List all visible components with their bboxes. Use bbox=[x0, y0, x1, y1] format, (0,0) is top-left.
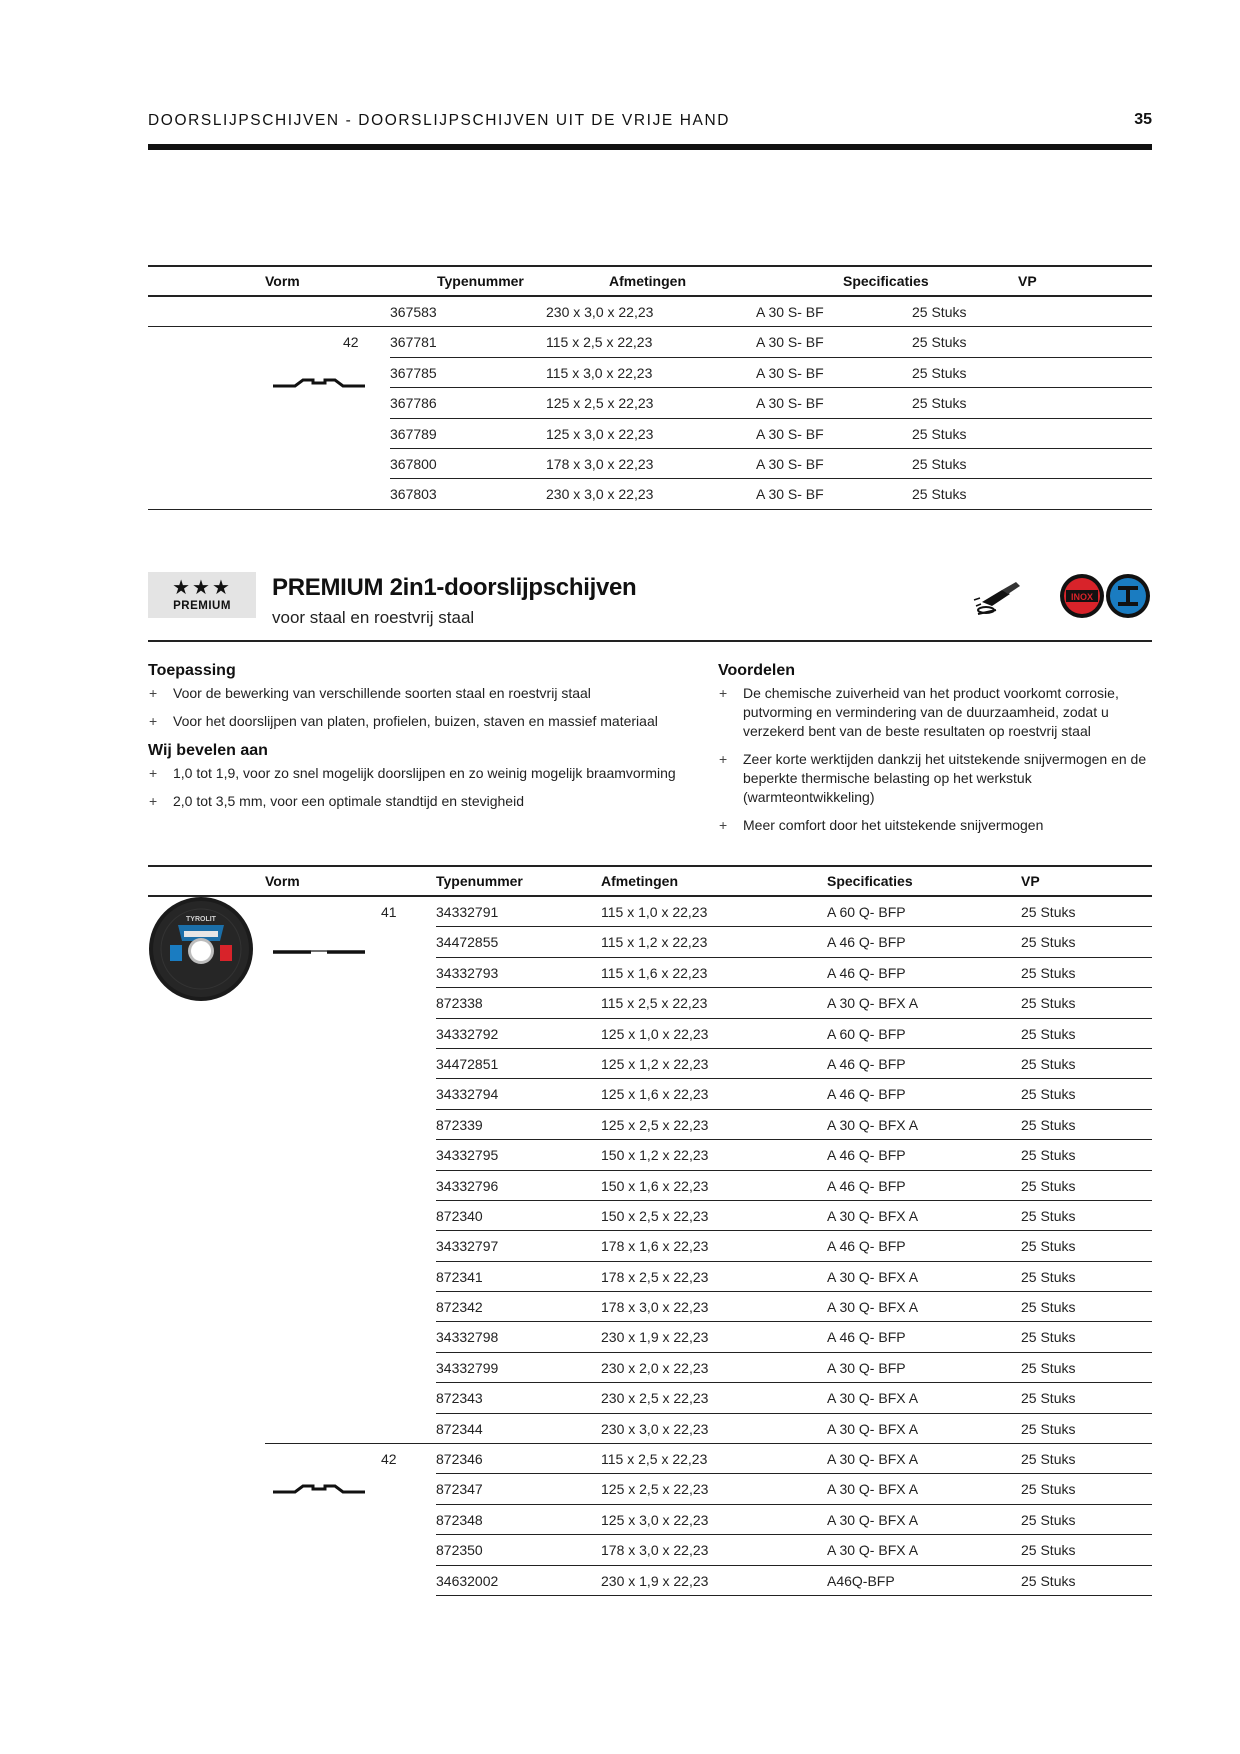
product-heading bbox=[148, 570, 1152, 642]
page-number: 35 bbox=[1134, 111, 1152, 128]
table-row bbox=[148, 479, 1152, 509]
form-number: 41 bbox=[381, 904, 397, 920]
table-row bbox=[436, 1535, 1152, 1565]
table-row bbox=[436, 1383, 1152, 1413]
type-number: 34332795 bbox=[436, 1147, 499, 1164]
type-number: 34632002 bbox=[436, 1572, 499, 1589]
dimensions: 178 x 1,6 x 22,23 bbox=[601, 1238, 709, 1255]
page-header bbox=[148, 112, 1152, 132]
specifications: A 30 S- BF bbox=[756, 334, 824, 351]
advantages-title: Voordelen bbox=[718, 662, 796, 679]
product-title: PREMIUM 2in1-doorslijpschijven bbox=[272, 574, 637, 601]
specifications: A 30 Q- BFX A bbox=[827, 1299, 919, 1316]
product-rule bbox=[148, 640, 1152, 642]
table-row bbox=[390, 449, 1152, 479]
vp: 25 Stuks bbox=[1021, 1268, 1076, 1285]
dimensions: 115 x 2,5 x 22,23 bbox=[546, 334, 653, 351]
type-number: 872347 bbox=[436, 1481, 483, 1498]
table-row bbox=[390, 388, 1152, 418]
specifications: A 30 S- BF bbox=[756, 425, 824, 442]
dimensions: 150 x 1,2 x 22,23 bbox=[601, 1147, 709, 1164]
table-row bbox=[390, 358, 1152, 388]
column-header-form: Vorm bbox=[265, 873, 300, 889]
dimensions: 230 x 2,5 x 22,23 bbox=[601, 1390, 709, 1407]
table-row bbox=[436, 1110, 1152, 1140]
vp: 25 Stuks bbox=[1021, 1329, 1076, 1346]
vp: 25 Stuks bbox=[912, 334, 967, 351]
type-number: 34332793 bbox=[436, 964, 499, 981]
table-row bbox=[436, 1566, 1152, 1596]
specifications: A 46 Q- BFP bbox=[827, 1177, 906, 1194]
column-header-dimensions: Afmetingen bbox=[601, 873, 678, 889]
specifications: A 30 Q- BFX A bbox=[827, 1542, 919, 1559]
specifications: A 60 Q- BFP bbox=[827, 904, 906, 920]
bullet-item bbox=[718, 750, 1152, 807]
vp: 25 Stuks bbox=[912, 455, 967, 472]
product-table-1 bbox=[148, 265, 1152, 510]
dimensions: 125 x 2,5 x 22,23 bbox=[601, 1116, 709, 1133]
table-header bbox=[148, 265, 1152, 297]
vp: 25 Stuks bbox=[1021, 1451, 1076, 1468]
type-number: 872340 bbox=[436, 1207, 483, 1224]
vp: 25 Stuks bbox=[1021, 1542, 1076, 1559]
vp: 25 Stuks bbox=[912, 425, 967, 442]
specifications: A 46 Q- BFP bbox=[827, 1238, 906, 1255]
type-number: 872342 bbox=[436, 1299, 483, 1316]
specifications: A46Q-BFP bbox=[827, 1572, 895, 1589]
type-number: 34332791 bbox=[436, 904, 499, 920]
type-number: 367781 bbox=[390, 334, 437, 351]
vp: 25 Stuks bbox=[912, 395, 967, 412]
table-row bbox=[148, 297, 1152, 327]
bullet-text: De chemische zuiverheid van het product voorkomt corrosie, putvorming en vermindering van de duurzaamheid, zodat u verzekerd bent van de beste resultaten op roestvrij staal bbox=[743, 685, 1119, 739]
vp: 25 Stuks bbox=[1021, 1299, 1076, 1316]
table-row bbox=[390, 327, 1152, 357]
plus-icon: + bbox=[719, 817, 728, 833]
column-header-spec: Specificaties bbox=[843, 273, 929, 289]
plus-icon: + bbox=[149, 713, 158, 729]
dimensions: 115 x 2,5 x 22,23 bbox=[601, 995, 708, 1012]
bullet-text: 2,0 tot 3,5 mm, voor een optimale standtijd en stevigheid bbox=[173, 793, 524, 809]
dimensions: 125 x 2,5 x 22,23 bbox=[601, 1481, 709, 1498]
type-number: 34332794 bbox=[436, 1086, 499, 1103]
dimensions: 125 x 2,5 x 22,23 bbox=[546, 395, 654, 412]
dimensions: 125 x 3,0 x 22,23 bbox=[601, 1511, 709, 1528]
vp: 25 Stuks bbox=[1021, 1481, 1076, 1498]
shape-42-icon bbox=[273, 1483, 365, 1497]
table-row bbox=[436, 1171, 1152, 1201]
specifications: A 30 Q- BFX A bbox=[827, 1207, 919, 1224]
column-header-dimensions: Afmetingen bbox=[609, 273, 686, 289]
vp: 25 Stuks bbox=[912, 486, 967, 503]
dimensions: 230 x 3,0 x 22,23 bbox=[546, 486, 654, 503]
column-header-form: Vorm bbox=[265, 273, 300, 289]
specifications: A 46 Q- BFP bbox=[827, 1055, 906, 1072]
type-number: 872343 bbox=[436, 1390, 483, 1407]
vp: 25 Stuks bbox=[1021, 1116, 1076, 1133]
disc-logo: TYROLIT bbox=[186, 916, 216, 923]
badge-label: PREMIUM bbox=[173, 600, 231, 612]
vp: 25 Stuks bbox=[1021, 1420, 1076, 1437]
bullet-text: Meer comfort door het uitstekende snijvermogen bbox=[743, 817, 1044, 833]
type-number: 34332799 bbox=[436, 1359, 499, 1376]
table-row bbox=[436, 1353, 1152, 1383]
vp: 25 Stuks bbox=[1021, 1207, 1076, 1224]
type-number: 872348 bbox=[436, 1511, 483, 1528]
vp: 25 Stuks bbox=[1021, 1055, 1076, 1072]
bullet-item bbox=[148, 764, 708, 783]
specifications: A 30 Q- BFX A bbox=[827, 1268, 919, 1285]
table-row bbox=[436, 1505, 1152, 1535]
form-number: 42 bbox=[381, 1451, 397, 1468]
bullet-item bbox=[148, 712, 708, 731]
badge-stars: ★★★ bbox=[172, 577, 232, 599]
specifications: A 46 Q- BFP bbox=[827, 964, 906, 981]
feature-icons bbox=[972, 570, 1152, 622]
bullet-item bbox=[148, 684, 708, 703]
application-title: Toepassing bbox=[148, 662, 236, 679]
premium-badge bbox=[148, 572, 256, 618]
vp: 25 Stuks bbox=[1021, 1572, 1076, 1589]
type-number: 367803 bbox=[390, 486, 437, 503]
type-number: 367789 bbox=[390, 425, 437, 442]
left-column bbox=[148, 662, 708, 820]
vp: 25 Stuks bbox=[1021, 934, 1076, 951]
plus-icon: + bbox=[719, 751, 728, 767]
type-number: 34332798 bbox=[436, 1329, 499, 1346]
type-number: 872346 bbox=[436, 1451, 483, 1468]
recommend-list bbox=[148, 764, 708, 811]
plus-icon: + bbox=[149, 793, 158, 809]
specifications: A 30 S- BF bbox=[756, 455, 824, 472]
specifications: A 30 Q- BFP bbox=[827, 1359, 906, 1376]
table-row bbox=[265, 1414, 1152, 1444]
application-list bbox=[148, 684, 708, 731]
table-row bbox=[436, 927, 1152, 957]
column-header-spec: Specificaties bbox=[827, 873, 913, 889]
table-row bbox=[436, 1201, 1152, 1231]
type-number: 367583 bbox=[390, 304, 437, 320]
vp: 25 Stuks bbox=[912, 364, 967, 381]
table-row bbox=[436, 897, 1152, 927]
recommend-title: Wij bevelen aan bbox=[148, 742, 268, 759]
type-number: 872350 bbox=[436, 1542, 483, 1559]
table-row bbox=[436, 1474, 1152, 1504]
dimensions: 125 x 1,2 x 22,23 bbox=[601, 1055, 709, 1072]
inox-icon bbox=[1060, 574, 1104, 618]
type-number: 367786 bbox=[390, 395, 437, 412]
column-header-type: Typenummer bbox=[436, 873, 523, 889]
type-number: 367800 bbox=[390, 455, 437, 472]
dimensions: 230 x 2,0 x 22,23 bbox=[601, 1359, 709, 1376]
type-number: 872341 bbox=[436, 1268, 483, 1285]
vp: 25 Stuks bbox=[1021, 1359, 1076, 1376]
specifications: A 30 Q- BFX A bbox=[827, 1451, 919, 1468]
type-number: 367785 bbox=[390, 364, 437, 381]
dimensions: 150 x 1,6 x 22,23 bbox=[601, 1177, 709, 1194]
table-row bbox=[436, 958, 1152, 988]
specifications: A 30 Q- BFX A bbox=[827, 1390, 919, 1407]
bullet-item bbox=[718, 816, 1152, 835]
cutting-disc-image bbox=[148, 895, 254, 1003]
table-header bbox=[148, 865, 1152, 897]
dimensions: 230 x 3,0 x 22,23 bbox=[546, 304, 654, 320]
header-title: DOORSLIJPSCHIJVEN - DOORSLIJPSCHIJVEN UIT DE VRIJE HAND bbox=[148, 112, 731, 129]
dimensions: 178 x 3,0 x 22,23 bbox=[601, 1299, 709, 1316]
specifications: A 46 Q- BFP bbox=[827, 1329, 906, 1346]
product-subtitle: voor staal en roestvrij staal bbox=[272, 608, 475, 627]
table-row bbox=[390, 419, 1152, 449]
shape-41-icon bbox=[273, 945, 365, 959]
specifications: A 30 S- BF bbox=[756, 304, 824, 320]
vp: 25 Stuks bbox=[1021, 1147, 1076, 1164]
vp: 25 Stuks bbox=[1021, 1177, 1076, 1194]
dimensions: 115 x 1,0 x 22,23 bbox=[601, 904, 708, 920]
table-row bbox=[436, 1140, 1152, 1170]
bullet-item bbox=[718, 684, 1152, 741]
vp: 25 Stuks bbox=[1021, 1025, 1076, 1042]
specifications: A 60 Q- BFP bbox=[827, 1025, 906, 1042]
table-body bbox=[148, 297, 1152, 510]
group-divider bbox=[265, 326, 435, 327]
table-row bbox=[436, 1322, 1152, 1352]
specifications: A 30 Q- BFX A bbox=[827, 1481, 919, 1498]
vp: 25 Stuks bbox=[1021, 1511, 1076, 1528]
form-number: 42 bbox=[343, 334, 359, 351]
product-table-2 bbox=[148, 865, 1152, 1596]
type-number: 872338 bbox=[436, 995, 483, 1012]
type-number: 34472855 bbox=[436, 934, 499, 951]
table-row bbox=[436, 1079, 1152, 1109]
plus-icon: + bbox=[149, 765, 158, 781]
table-row bbox=[436, 1049, 1152, 1079]
bullet-text: 1,0 tot 1,9, voor zo snel mogelijk doorslijpen en zo weinig mogelijk braamvorming bbox=[173, 765, 676, 781]
type-number: 34332796 bbox=[436, 1177, 499, 1194]
type-number: 34332797 bbox=[436, 1238, 499, 1255]
shape-42-icon bbox=[273, 377, 365, 391]
specifications: A 46 Q- BFP bbox=[827, 934, 906, 951]
specifications: A 30 S- BF bbox=[756, 486, 824, 503]
vp: 25 Stuks bbox=[1021, 964, 1076, 981]
specifications: A 46 Q- BFP bbox=[827, 1086, 906, 1103]
vp: 25 Stuks bbox=[1021, 904, 1076, 920]
dimensions: 150 x 2,5 x 22,23 bbox=[601, 1207, 709, 1224]
vp: 25 Stuks bbox=[1021, 1390, 1076, 1407]
dimensions: 115 x 2,5 x 22,23 bbox=[601, 1451, 708, 1468]
dimensions: 115 x 3,0 x 22,23 bbox=[546, 364, 653, 381]
vp: 25 Stuks bbox=[1021, 1238, 1076, 1255]
angle-grinder-icon bbox=[974, 582, 1020, 614]
bullet-text: Voor het doorslijpen van platen, profielen, buizen, staven en massief materiaal bbox=[173, 713, 658, 729]
bullet-item bbox=[148, 792, 708, 811]
dimensions: 125 x 1,0 x 22,23 bbox=[601, 1025, 709, 1042]
right-column bbox=[718, 662, 1152, 844]
column-header-vp: VP bbox=[1018, 273, 1037, 289]
dimensions: 125 x 3,0 x 22,23 bbox=[546, 425, 654, 442]
type-number: 34472851 bbox=[436, 1055, 499, 1072]
type-number: 34332792 bbox=[436, 1025, 499, 1042]
dimensions: 115 x 1,2 x 22,23 bbox=[601, 934, 708, 951]
table-row bbox=[436, 1292, 1152, 1322]
plus-icon: + bbox=[719, 685, 728, 701]
type-number: 872339 bbox=[436, 1116, 483, 1133]
specifications: A 46 Q- BFP bbox=[827, 1147, 906, 1164]
dimensions: 230 x 3,0 x 22,23 bbox=[601, 1420, 709, 1437]
table-row bbox=[436, 1444, 1152, 1474]
dimensions: 178 x 2,5 x 22,23 bbox=[601, 1268, 709, 1285]
dimensions: 125 x 1,6 x 22,23 bbox=[601, 1086, 709, 1103]
steel-profile-icon bbox=[1106, 574, 1150, 618]
plus-icon: + bbox=[149, 685, 158, 701]
column-header-type: Typenummer bbox=[437, 273, 524, 289]
advantages-list bbox=[718, 684, 1152, 835]
table-row bbox=[436, 988, 1152, 1018]
header-rule bbox=[148, 144, 1152, 150]
bullet-text: Zeer korte werktijden dankzij het uitstekende snijvermogen en de beperkte thermische belasting op het werkstuk (warmteontwikkeling) bbox=[743, 751, 1147, 805]
type-number: 872344 bbox=[436, 1420, 483, 1437]
dimensions: 230 x 1,9 x 22,23 bbox=[601, 1572, 709, 1589]
bullet-text: Voor de bewerking van verschillende soorten staal en roestvrij staal bbox=[173, 685, 591, 701]
specifications: A 30 S- BF bbox=[756, 364, 824, 381]
specifications: A 30 Q- BFX A bbox=[827, 1511, 919, 1528]
specifications: A 30 Q- BFX A bbox=[827, 1116, 919, 1133]
specifications: A 30 S- BF bbox=[756, 395, 824, 412]
vp: 25 Stuks bbox=[1021, 995, 1076, 1012]
dimensions: 178 x 3,0 x 22,23 bbox=[601, 1542, 709, 1559]
table-row bbox=[436, 1231, 1152, 1261]
column-header-vp: VP bbox=[1021, 873, 1040, 889]
table-row bbox=[436, 1262, 1152, 1292]
dimensions: 230 x 1,9 x 22,23 bbox=[601, 1329, 709, 1346]
specifications: A 30 Q- BFX A bbox=[827, 995, 919, 1012]
inox-label: INOX bbox=[1070, 592, 1094, 602]
vp: 25 Stuks bbox=[1021, 1086, 1076, 1103]
specifications: A 30 Q- BFX A bbox=[827, 1420, 919, 1437]
dimensions: 178 x 3,0 x 22,23 bbox=[546, 455, 654, 472]
vp: 25 Stuks bbox=[912, 304, 967, 320]
dimensions: 115 x 1,6 x 22,23 bbox=[601, 964, 708, 981]
table-row bbox=[436, 1019, 1152, 1049]
